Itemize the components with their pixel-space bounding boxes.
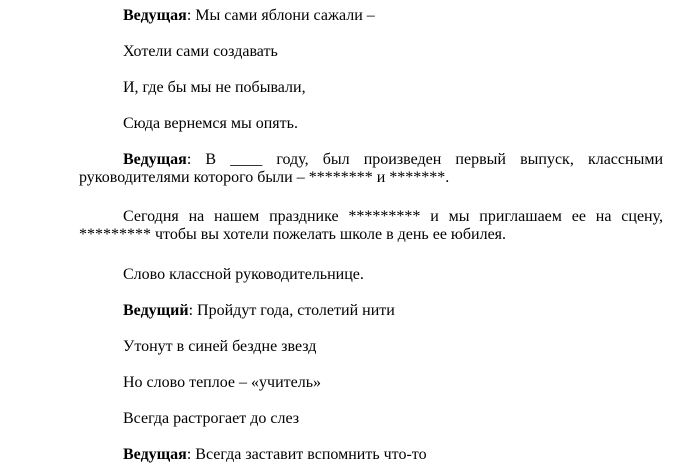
- speaker-label: Ведущая: [123, 151, 187, 168]
- paragraph-7: Слово классной руководительнице.: [123, 266, 364, 283]
- paragraph-5: [79, 151, 663, 187]
- paragraph-1: [79, 7, 663, 25]
- paragraph-11: Всегда растрогает до слез: [123, 410, 300, 427]
- speaker-label: Ведущий: [123, 302, 189, 319]
- paragraph-10: Но слово теплое – «учитель»: [123, 374, 322, 391]
- paragraph-8: [79, 302, 663, 320]
- paragraph-3: И, где бы мы не побывали,: [123, 79, 306, 96]
- paragraph-text: : В ____ году, был произведен первый выпуск, классными руководителями которого были – ******** и *******.: [79, 151, 663, 186]
- speaker-label: Ведущая: [123, 446, 187, 463]
- paragraph-text: : Всегда заставит вспомнить что-то: [186, 446, 427, 463]
- paragraph-12: [79, 446, 663, 464]
- paragraph-9: Утонут в синей бездне звезд: [123, 338, 317, 355]
- paragraph-4: Сюда вернемся мы опять.: [123, 115, 298, 132]
- paragraph-6: Сегодня на нашем празднике ********* и мы приглашаем ее на сцену, ********* чтобы вы хотели пожелать школе в день ее юбилея.: [79, 208, 663, 243]
- speaker-label: Ведущая: [123, 7, 187, 24]
- paragraph-text: : Мы сами яблони сажали –: [186, 7, 375, 24]
- paragraph-2: Хотели сами создавать: [123, 43, 278, 60]
- paragraph-text: : Пройдут года, столетий нити: [188, 302, 395, 319]
